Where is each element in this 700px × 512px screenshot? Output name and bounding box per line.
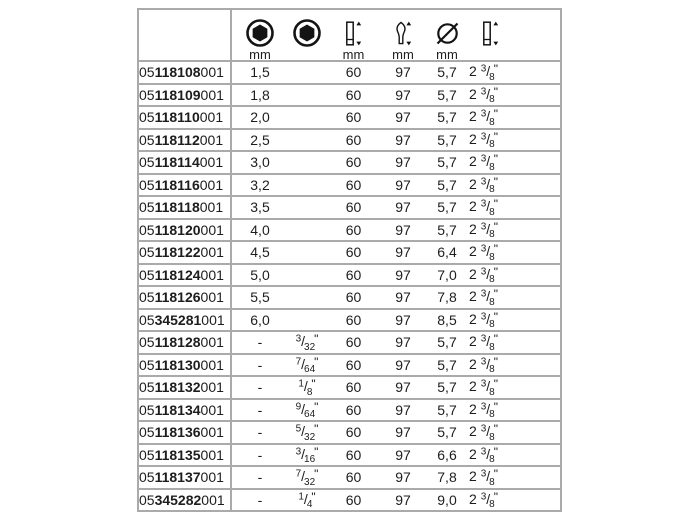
diameter-icon-box [425,17,469,49]
tip-length-cell: 97 [381,399,425,422]
hex-socket-icon [245,18,275,48]
blade-length-cell: 60 [326,84,381,107]
blade-length-cell: 60 [326,129,381,152]
hex-mm-cell: - [231,489,288,512]
table-row [138,264,561,287]
hex-mm-cell: 2,0 [231,106,288,129]
blade-tip-icon-box [381,17,425,49]
article-number-column [138,9,231,61]
blade-length-icon [481,21,500,46]
diameter-cell: 5,7 [425,174,469,197]
hex-inch-cell: $^7/_{64}$" [288,354,326,377]
article-cell: 05118114001 [138,151,231,174]
article-cell: 05118109001 [138,84,231,107]
unit-label: mm [249,47,271,62]
blade-length-cell: 60 [326,309,381,332]
diameter-cell: 9,0 [425,489,469,512]
diameter-cell: 5,7 [425,354,469,377]
blade-inch-cell: 2 $^3/_8$" [469,376,561,399]
hex-inch-cell: $^1/_4$" [288,489,326,512]
table-row [138,106,561,129]
tip-length-cell: 97 [381,241,425,264]
tip-length-cell: 97 [381,151,425,174]
hex-mm-cell: - [231,466,288,489]
article-cell: 05118116001 [138,174,231,197]
article-cell: 05118128001 [138,331,231,354]
diameter-cell: 5,7 [425,106,469,129]
hex-inch-cell [288,241,326,264]
table-row [138,61,561,84]
diameter-cell: 5,7 [425,129,469,152]
blade-inch-cell: 2 $^3/_8$" [469,61,561,84]
diameter-icon [434,20,461,47]
tip-length-cell: 97 [381,61,425,84]
blade-length-inch-column [469,9,561,61]
hex-inch-cell: $^7/_{32}$" [288,466,326,489]
hex-inch-cell [288,219,326,242]
table-row [138,399,561,422]
blade-length-cell: 60 [326,444,381,467]
hex-mm-cell: - [231,376,288,399]
article-cell: 05345281001 [138,309,231,332]
diameter-cell: 7,8 [425,466,469,489]
blade-inch-cell: 2 $^3/_8$" [469,264,561,287]
hex-mm-cell: 1,5 [231,61,288,84]
tip-length-cell: 97 [381,489,425,512]
diameter-cell: 5,7 [425,196,469,219]
table-row [138,219,561,242]
diameter-cell: 7,8 [425,286,469,309]
diameter-cell: 5,7 [425,376,469,399]
blade-inch-cell: 2 $^3/_8$" [469,354,561,377]
blade-length-cell: 60 [326,399,381,422]
article-cell: 05118122001 [138,241,231,264]
hex-mm-cell: 4,5 [231,241,288,264]
blade-length-cell: 60 [326,331,381,354]
diameter-cell: 5,7 [425,399,469,422]
diameter-cell: 6,4 [425,241,469,264]
blade-length-cell: 60 [326,61,381,84]
blade-length-cell: 60 [326,421,381,444]
article-cell: 05118124001 [138,264,231,287]
blade-inch-cell: 2 $^3/_8$" [469,106,561,129]
hex-inch-cell: $^1/_8$" [288,376,326,399]
blade-inch-cell: 2 $^3/_8$" [469,489,561,512]
hex-inch-cell: $^3/_{16}$" [288,444,326,467]
tip-length-cell: 97 [381,174,425,197]
diameter-column [425,9,469,61]
table-row [138,84,561,107]
blade-inch-cell: 2 $^3/_8$" [469,286,561,309]
tip-length-cell: 97 [381,354,425,377]
hex-mm-cell: 5,0 [231,264,288,287]
blade-length-cell: 60 [326,241,381,264]
hex-mm-cell: 1,8 [231,84,288,107]
hex-inch-cell [288,174,326,197]
tip-length-cell: 97 [381,84,425,107]
blade-inch-cell: 2 $^3/_8$" [469,309,561,332]
hex-mm-cell: 3,2 [231,174,288,197]
hex-mm-cell: - [231,421,288,444]
table-row [138,489,561,512]
blade-inch-cell: 2 $^3/_8$" [469,151,561,174]
blade-inch-cell: 2 $^3/_8$" [469,219,561,242]
hex-inch-cell [288,196,326,219]
blade-length-icon-box [326,17,381,49]
article-cell: 05118137001 [138,466,231,489]
unit-label: mm [342,47,365,62]
tip-length-cell: 97 [381,106,425,129]
article-cell: 05118130001 [138,354,231,377]
unit-label: mm [436,47,458,62]
header-row [138,9,561,61]
table-row [138,151,561,174]
article-cell: 05345282001 [138,489,231,512]
spec-table-header [138,9,561,61]
article-cell: 05118126001 [138,286,231,309]
diameter-cell: 5,7 [425,61,469,84]
blade-length-cell: 60 [326,376,381,399]
blade-inch-cell: 2 $^3/_8$" [469,466,561,489]
table-row [138,196,561,219]
blade-tip-icon [394,21,413,46]
blade-inch-cell: 2 $^3/_8$" [469,331,561,354]
tip-length-cell: 97 [381,309,425,332]
diameter-cell: 5,7 [425,331,469,354]
table-row [138,444,561,467]
hex-size-inch-column [288,9,326,61]
hex-mm-cell: 4,0 [231,219,288,242]
hex-mm-cell: - [231,444,288,467]
article-cell: 05118110001 [138,106,231,129]
hex-inch-cell [288,309,326,332]
article-cell: 05118108001 [138,61,231,84]
blade-inch-cell: 2 $^3/_8$" [469,399,561,422]
diameter-cell: 7,0 [425,264,469,287]
blade-length-cell: 60 [326,219,381,242]
tip-length-cell: 97 [381,129,425,152]
hex-mm-cell: - [231,331,288,354]
diameter-cell: 5,7 [425,84,469,107]
blade-length-cell: 60 [326,466,381,489]
table-row [138,241,561,264]
tip-length-cell: 97 [381,444,425,467]
blade-inch-cell: 2 $^3/_8$" [469,444,561,467]
article-cell: 05118136001 [138,421,231,444]
diameter-cell: 8,5 [425,309,469,332]
hex-mm-cell: 2,5 [231,129,288,152]
table-row [138,354,561,377]
tip-length-cell: 97 [381,331,425,354]
table-row [138,331,561,354]
hex-mm-cell: - [231,354,288,377]
unit-label: mm [392,47,414,62]
hex-mm-cell: 3,0 [231,151,288,174]
blade-length-cell: 60 [326,264,381,287]
hex-inch-cell [288,84,326,107]
tip-length-cell: 97 [381,196,425,219]
article-cell: 05118132001 [138,376,231,399]
table-row [138,309,561,332]
blade-length-cell: 60 [326,151,381,174]
article-cell: 05118112001 [138,129,231,152]
hex-inch-cell [288,264,326,287]
table-row [138,129,561,152]
tip-length-cell: 97 [381,219,425,242]
hex-mm-cell: 3,5 [231,196,288,219]
blade-inch-cell: 2 $^3/_8$" [469,196,561,219]
blade-inch-cell: 2 $^3/_8$" [469,84,561,107]
blade-length-cell: 60 [326,354,381,377]
article-cell: 05118135001 [138,444,231,467]
tip-length-cell: 97 [381,421,425,444]
table-row [138,421,561,444]
blade-length-cell: 60 [326,196,381,219]
table-row [138,376,561,399]
blade-length-metric-column [326,9,381,61]
hex-inch-cell: $^5/_{32}$" [288,421,326,444]
blade-length-cell: 60 [326,286,381,309]
blade-length-cell: 60 [326,106,381,129]
article-cell: 05118118001 [138,196,231,219]
hex-socket-icon-box [232,17,288,49]
hex-inch-cell [288,129,326,152]
blade-length-cell: 60 [326,174,381,197]
hex-inch-cell [288,151,326,174]
blade-inch-cell: 2 $^3/_8$" [469,174,561,197]
hex-inch-cell [288,286,326,309]
tip-length-cell: 97 [381,286,425,309]
spec-table-body [138,61,561,511]
blade-inch-cell: 2 $^3/_8$" [469,241,561,264]
hex-mm-cell: - [231,399,288,422]
hex-mm-cell: 5,5 [231,286,288,309]
diameter-cell: 5,7 [425,421,469,444]
article-cell: 05118120001 [138,219,231,242]
blade-length-cell: 60 [326,489,381,512]
table-row [138,286,561,309]
diameter-cell: 6,6 [425,444,469,467]
tip-length-cell: 97 [381,264,425,287]
hex-socket-icon [292,18,322,48]
tip-length-cell: 97 [381,466,425,489]
hex-socket-icon-box [288,17,326,49]
tip-length-column [381,9,425,61]
hex-inch-cell [288,106,326,129]
blade-length-icon-box [469,17,560,49]
blade-inch-cell: 2 $^3/_8$" [469,421,561,444]
blade-length-icon [344,21,363,46]
hex-size-metric-column [231,9,288,61]
diameter-cell: 5,7 [425,151,469,174]
diameter-cell: 5,7 [425,219,469,242]
table-row [138,174,561,197]
spec-table [137,8,562,512]
hex-mm-cell: 6,0 [231,309,288,332]
blade-inch-cell: 2 $^3/_8$" [469,129,561,152]
hex-inch-cell: $^3/_{32}$" [288,331,326,354]
tip-length-cell: 97 [381,376,425,399]
hex-inch-cell [288,61,326,84]
table-row [138,466,561,489]
hex-inch-cell: $^9/_{64}$" [288,399,326,422]
article-cell: 05118134001 [138,399,231,422]
